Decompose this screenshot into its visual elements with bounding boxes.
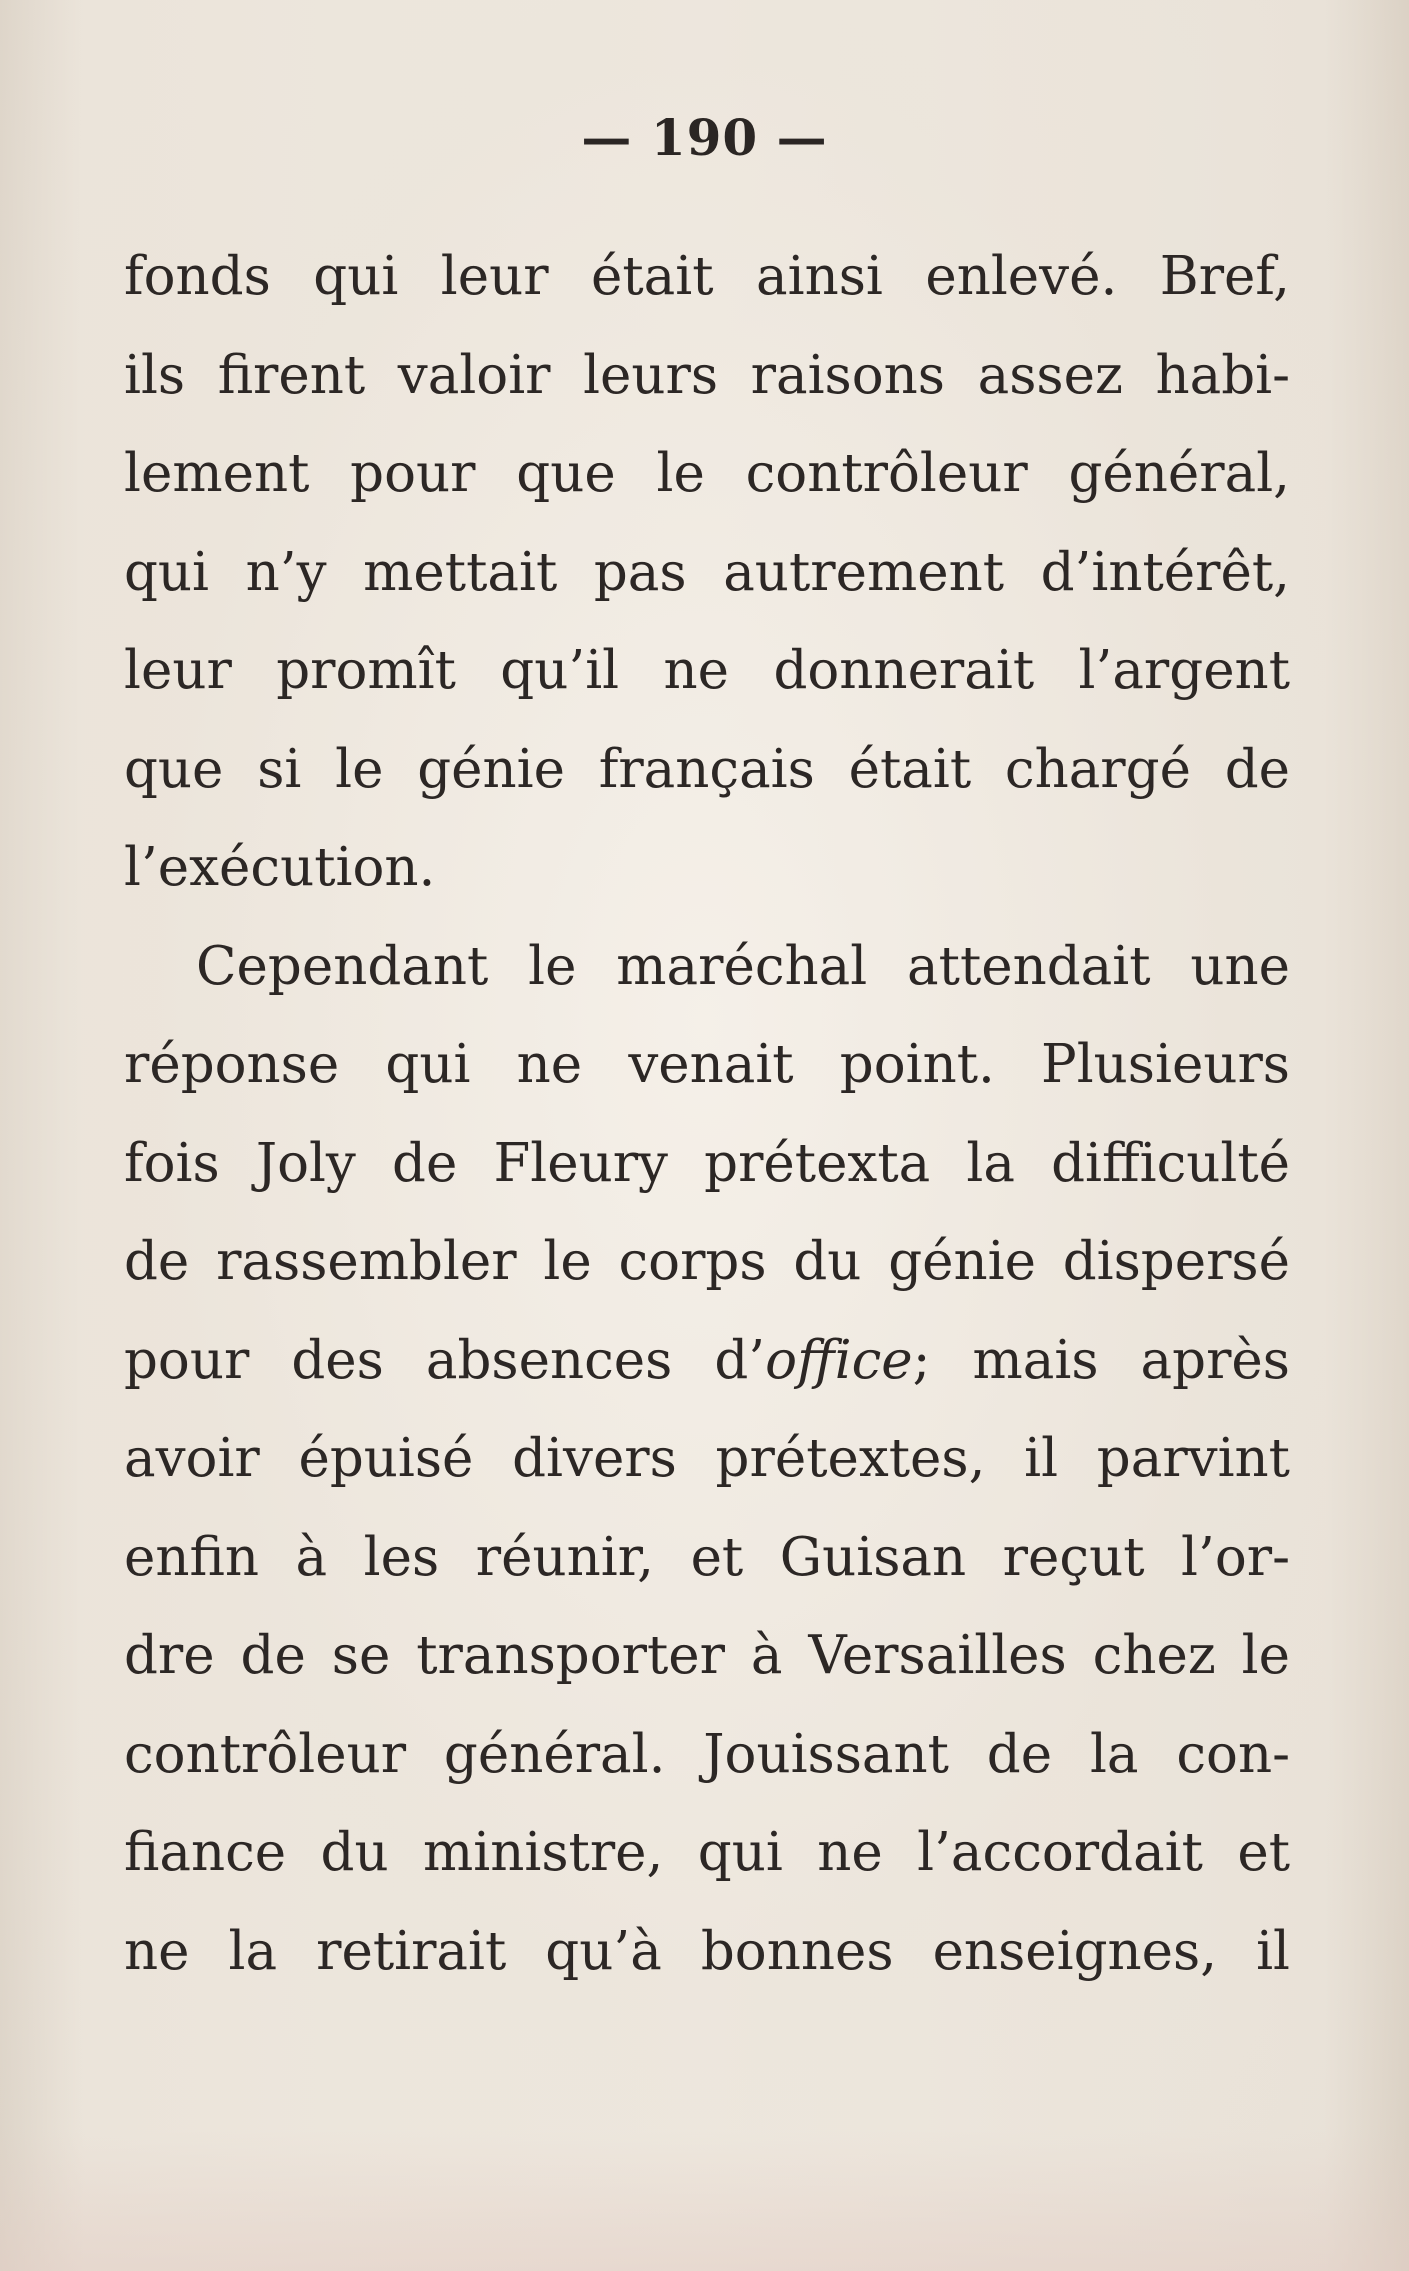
text-line: l’exécution. (124, 837, 436, 898)
text-line: Cependant le maréchal attendait une (196, 935, 1290, 997)
text-line: leur promît qu’il ne donnerait l’argent (124, 640, 1290, 701)
text-line: fiance du ministre, qui ne l’accordait et (124, 1822, 1290, 1883)
text-line: de rassembler le corps du génie dispersé (124, 1231, 1290, 1292)
text-line: lement pour que le contrôleur général, (124, 443, 1290, 504)
text-line: enfin à les réunir, et Guisan reçut l’or- (124, 1526, 1290, 1588)
text-line: contrôleur général. Jouissant de la con- (124, 1723, 1290, 1785)
page-number: — 190 — (581, 108, 828, 167)
text-segment: pour des absences d’ (124, 1329, 766, 1391)
text-line: fois Joly de Fleury prétexta la difficulté (124, 1132, 1290, 1194)
text-line: ne la retirait qu’à bonnes enseignes, il (124, 1920, 1290, 1982)
text-line: dre de se transporter à Versailles chez le (124, 1625, 1290, 1686)
text-line: ils firent valoir leurs raisons assez habi- (124, 344, 1290, 406)
text-line-with-italic (124, 1312, 1290, 1411)
italic-word: office (765, 1329, 913, 1391)
text-line: réponse qui ne venait point. Plusieurs (124, 1034, 1290, 1095)
text-line: avoir épuisé divers prétextes, il parvint (124, 1428, 1290, 1489)
paragraph-2 (124, 918, 1290, 2002)
text-line: qui n’y mettait pas autrement d’intérêt, (124, 541, 1290, 603)
paragraph-1 (124, 228, 1290, 918)
text-segment: ; mais après (912, 1329, 1290, 1391)
body-text (124, 228, 1290, 2001)
text-line: fonds qui leur était ainsi enlevé. Bref, (124, 246, 1290, 307)
text-line: que si le génie français était chargé de (124, 738, 1290, 800)
